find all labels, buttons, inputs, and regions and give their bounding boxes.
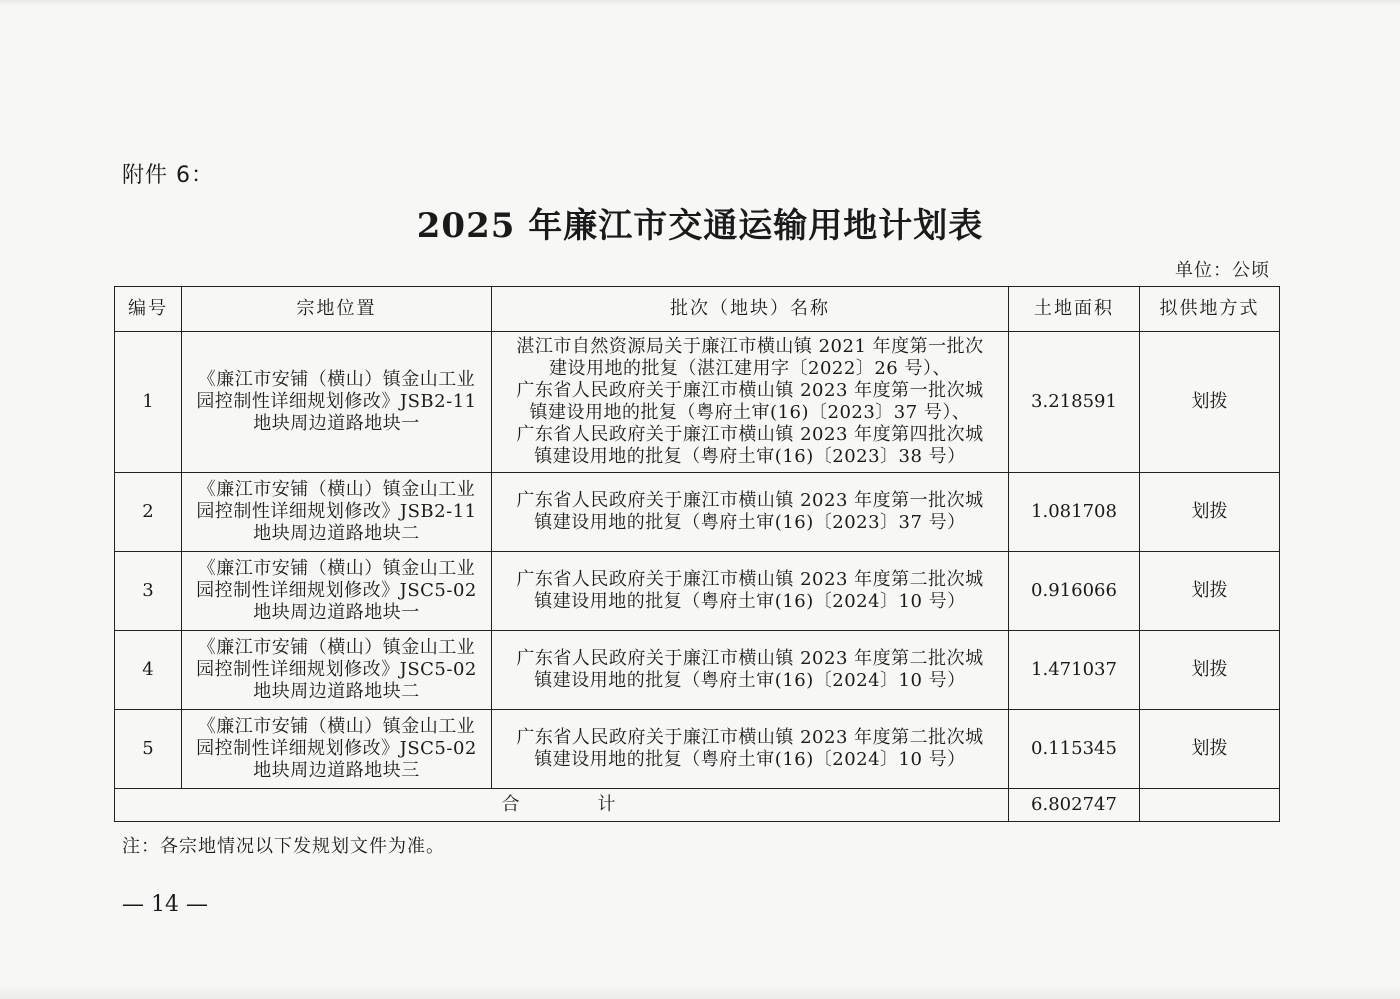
cell-location [182,332,492,473]
header-location: 宗地位置 [182,287,492,332]
location-line: 地块周边道路地块一 [253,602,420,623]
location-line: 园控制性详细规划修改》JSC5-02 [196,659,477,680]
table-row [115,552,1280,631]
batch-line: 湛江市自然资源局关于廉江市横山镇 2021 年度第一批次 [516,336,984,357]
batch-line: 镇建设用地的批复（粤府土审(16)〔2023〕37 号） [534,512,966,533]
cell-area: 1.471037 [1009,631,1140,710]
location-line: 园控制性详细规划修改》JSB2-11 [196,391,477,412]
cell-location [182,552,492,631]
header-batch: 批次（地块）名称 [492,287,1009,332]
location-line: 园控制性详细规划修改》JSC5-02 [196,738,477,759]
batch-line: 镇建设用地的批复（粤府土审(16)〔2023〕37 号）、 [529,402,971,423]
table-row [115,332,1280,473]
total-row [115,789,1280,822]
total-area: 6.802747 [1009,789,1140,822]
batch-line: 广东省人民政府关于廉江市横山镇 2023 年度第二批次城 [516,727,984,748]
location-line: 园控制性详细规划修改》JSB2-11 [196,501,477,522]
page-bottom-edge [0,985,1400,999]
batch-line: 镇建设用地的批复（粤府土审(16)〔2023〕38 号） [534,446,966,467]
location-line: 地块周边道路地块二 [253,681,420,702]
batch-line: 广东省人民政府关于廉江市横山镇 2023 年度第二批次城 [516,569,984,590]
cell-batch [492,552,1009,631]
footnote: 注：各宗地情况以下发规划文件为准。 [122,836,445,857]
location-line: 《廉江市安铺（横山）镇金山工业 [197,479,476,500]
batch-line: 镇建设用地的批复（粤府土审(16)〔2024〕10 号） [534,749,966,770]
cell-batch [492,332,1009,473]
table-header [115,287,1280,332]
table-row [115,710,1280,789]
cell-batch [492,473,1009,552]
location-line: 《廉江市安铺（横山）镇金山工业 [197,716,476,737]
header-area: 土地面积 [1009,287,1140,332]
cell-method: 划拨 [1140,631,1280,710]
cell-location [182,710,492,789]
cell-method: 划拨 [1140,473,1280,552]
cell-no: 5 [115,710,182,789]
location-line: 《廉江市安铺（横山）镇金山工业 [197,369,476,390]
attachment-label: 附件 6： [122,163,214,188]
cell-batch [492,631,1009,710]
document-title: 2025 年廉江市交通运输用地计划表 [416,206,984,246]
total-label: 合计 [115,789,1009,822]
cell-no: 1 [115,332,182,473]
header-row [115,287,1280,332]
table-row [115,631,1280,710]
page-number: — 14 — [122,892,208,917]
total-method-empty [1140,789,1280,822]
location-line: 《廉江市安铺（横山）镇金山工业 [197,558,476,579]
cell-method: 划拨 [1140,552,1280,631]
cell-no: 3 [115,552,182,631]
cell-no: 4 [115,631,182,710]
cell-location [182,473,492,552]
batch-line: 广东省人民政府关于廉江市横山镇 2023 年度第二批次城 [516,648,984,669]
cell-no: 2 [115,473,182,552]
batch-line: 广东省人民政府关于廉江市横山镇 2023 年度第一批次城 [516,490,984,511]
batch-line: 广东省人民政府关于廉江市横山镇 2023 年度第四批次城 [516,424,984,445]
batch-line: 镇建设用地的批复（粤府土审(16)〔2024〕10 号） [534,591,966,612]
table-body [115,332,1280,822]
page-top-edge [0,0,1400,6]
cell-area: 3.218591 [1009,332,1140,473]
cell-method: 划拨 [1140,332,1280,473]
cell-method: 划拨 [1140,710,1280,789]
cell-batch [492,710,1009,789]
cell-area: 0.115345 [1009,710,1140,789]
location-line: 地块周边道路地块一 [253,413,420,434]
batch-line: 广东省人民政府关于廉江市横山镇 2023 年度第一批次城 [516,380,984,401]
batch-line: 建设用地的批复（湛江建用字〔2022〕26 号）、 [549,358,951,379]
header-no: 编号 [115,287,182,332]
unit-label: 单位：公顷 [1175,260,1270,281]
cell-location [182,631,492,710]
cell-area: 0.916066 [1009,552,1140,631]
table-row [115,473,1280,552]
location-line: 地块周边道路地块三 [253,760,420,781]
land-plan-table [114,286,1280,822]
batch-line: 镇建设用地的批复（粤府土审(16)〔2024〕10 号） [534,670,966,691]
location-line: 《廉江市安铺（横山）镇金山工业 [197,637,476,658]
location-line: 园控制性详细规划修改》JSC5-02 [196,580,477,601]
header-method: 拟供地方式 [1140,287,1280,332]
cell-area: 1.081708 [1009,473,1140,552]
location-line: 地块周边道路地块二 [253,523,420,544]
